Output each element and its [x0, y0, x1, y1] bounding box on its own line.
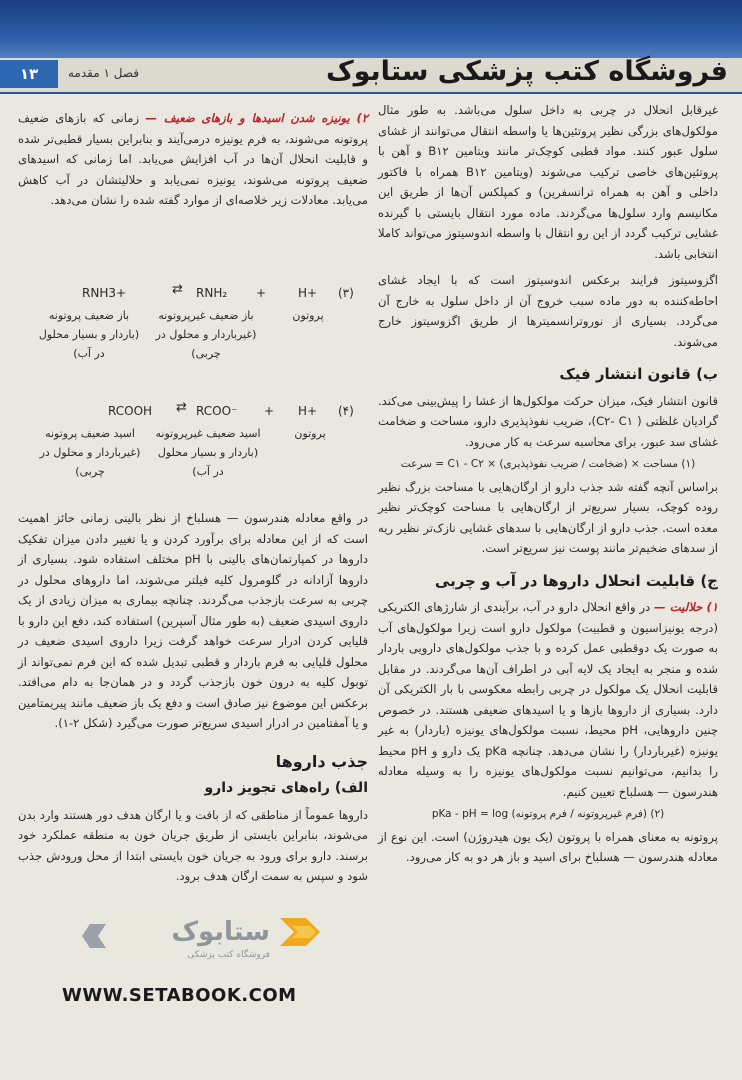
setabook-logo: [80, 910, 330, 962]
page-number: ۱۳: [0, 60, 58, 88]
equation-term: RCOOH: [108, 404, 153, 418]
equation-label: اسید ضعیف پروتونه (غیرباردار و محلول در چربی): [39, 427, 141, 478]
paragraph: در واقع معادله هندرسون — هسلباخ از نظر بالینی زمانی حائز اهمیت است که از این معادله برای برآورد کردن و یا تغییر دادن میزان تفکیک داروها در کمپارتمان‌های بالینی با pH مختلف استفاده شود. بسیاری از داروها آزادانه در گلومرول کلیه فیلتر می‌شوند، اما داروهای محلول در چربی به سرعت بازجذب می‌گردند. چنانچه بیماری به میزان زیادی از یک داروی اسیدی ضعیف (به طور مثال آسپرین) استفاده کند، دفع این دارو با قلیایی کردن ادرار سرعت خواهد گرفت زیرا داروی اسیدی ضعیف در محلول قلیایی به فرم باردار و قطبی تبدیل شده که این فرم نمی‌تواند از توبول کلیه به درون خون بازجذب گردد و در همان‌جا به دام می‌افتد. برعکس این موضوع نیز صادق است و دفع یک باز ضعیف مانند پیریمتامین و یا آمفتامین در ادرار اسیدی سریع‌تر صورت می‌گیرد (شکل ۲-۱).: [18, 511, 368, 730]
paragraph: اگزوسیتوز فرایند برعکس اندوسیتوز است که با ایجاد غشای احاطه‌کننده به دور ماده سبب خروج آن از داخل سلول به خارج آن می‌گردد. بسیاری از نوروترانسمیترها از طریق اگزوسیتوز خارج می‌شوند.: [378, 273, 718, 349]
equation-label: باز ضعیف پروتونه (باردار و بسیار محلول در آب): [38, 309, 140, 360]
paragraph: قانون انتشار فیک، میزان حرکت مولکول‌ها از غشا را پیش‌بینی می‌کند. گرادیان غلظتی ( C۲- C۱)، ضریب نفوذپذیری دارو، مساحت و ضخامت غشای سد عبور، برای محاسبه سرعت به کار می‌رود.: [378, 393, 719, 449]
equation-term: RCOO⁻: [196, 404, 238, 418]
reaction-arrow-icon: ⇄: [172, 282, 183, 297]
reaction-arrow-icon: ⇄: [176, 400, 187, 415]
equation-number: (۴): [338, 404, 354, 418]
right-column: [378, 100, 718, 868]
paragraph: پروتونه به معنای همراه با پروتون (یک یون هیدروژن) است. این نوع از معادله هندرسون — هسلباخ برای اسید و باز هر دو به کار می‌رود.: [378, 829, 718, 864]
equation-plus: +: [264, 404, 275, 418]
logo-subtext: فروشگاه کتب پزشکی: [187, 950, 270, 960]
formula-1: (۱) مساحت × (ضخامت / ضریب نفوذپذیری) × C۱ - C۲ = سرعت: [400, 458, 696, 470]
equation-label: اسید ضعیف غیرپروتونه (باردار و بسیار محلول در آب): [155, 427, 261, 478]
equation-number: (۳): [338, 286, 354, 300]
paragraph: غیرقابل انحلال در چربی به داخل سلول می‌باشد. به طور مثال مولکول‌های بزرگی نظیر پروتئین‌ها یا واسطه انتقال می‌توانند از غشای سلول عبور کنند. مواد قطبی کوچک‌تر مانند ویتامین B۱۲ و آهن با پروتئین‌های خاصی ترکیب می‌شوند (ویتامین B۱۲ همراه با فاکتور داخلی و آهن به همراه ترانسفرین) و کمپلکس آن‌ها از طریق این مکانیسم وارد سلول‌ها می‌گردند. ماده مورد انتقال بایستی با گیرنده غشایی ترکیب گردد از این رو انتقال با واسطه اندوسیتوز می‌تواند کاملا انتخابی باشد.: [378, 103, 718, 261]
left-column-top: [18, 108, 368, 211]
chapter-label: فصل ۱ مقدمه: [68, 66, 139, 80]
accent-heading: ۱) حلالیت —: [654, 600, 718, 614]
equation-label: پروتون: [294, 427, 326, 440]
website-watermark: WWW.SETABOOK.COM: [62, 985, 297, 1006]
store-title: فروشگاه کتب پزشکی ستابوک: [325, 56, 728, 87]
equation-term: RNH₂: [196, 286, 228, 300]
equation-term: H+: [298, 404, 318, 418]
section-heading-solubility: ج) قابلیت انحلال داروها در آب و چربی: [434, 571, 718, 590]
top-cover-band: [0, 0, 742, 62]
paragraph-text: زمانی که بازهای ضعیف پروتونه می‌شوند، به فرم یونیزه درمی‌آیند و بنابراین بسیار قطبی‌تر شده و قابلیت انحلال آن‌ها در آب افزایش می‌یابد. اما زمانی که اسیدهای ضعیف پروتونه می‌شوند، یونیزه نمی‌یابد و حلالیتشان در آب کاهش می‌یابد. معادلات زیر خلاصه‌ای از موارد گفته شده را نشان می‌دهد.: [18, 111, 368, 207]
left-column-bottom: [18, 508, 368, 887]
paragraph: داروها عموماً از مناطقی که از بافت و یا ارگان هدف دور هستند وارد بدن می‌شوند، بنابراین بایستی از طریق جریان خون به منطقه عملکرد خود برسند. دارو برای ورود به جریان خون بایستی ابتدا از محل ورودش جذب شود و سپس به سمت ارگان هدف برود.: [18, 807, 368, 883]
subsection-heading-routes: الف) راه‌های تجویز دارو: [204, 780, 368, 796]
equation-term: RNH3+: [82, 286, 127, 300]
formula-2: (۲) (فرم غیرپروتونه / فرم پروتونه) pKa - pH = log: [431, 808, 665, 820]
paragraph-solubility: [378, 597, 718, 802]
section-heading-fick: ب) قانون انتشار فیک: [559, 365, 718, 383]
logo-text: ستابوک: [171, 917, 270, 947]
equation-label: باز ضعیف غیرپروتونه (غیرباردار و محلول در چربی): [155, 309, 257, 360]
accent-heading: ۲) یونیزه شدن اسیدها و بازهای ضعیف —: [145, 111, 369, 125]
equation-term: H+: [298, 286, 318, 300]
equation-plus: +: [256, 286, 267, 300]
paragraph-text: در واقع انحلال دارو در آب، برآیندی از شارژهای الکتریکی (درجه یونیزاسیون و قطبیت) مولکول دارو است زیرا مولکول‌های آب به صورت یک دوقطبی عمل کرده و با جذب مولکول‌های دارویی باردار شده و منجر به ایجاد یک لایه آبی در اطراف آن‌ها می‌گردند. در مقابل قابلیت انحلال یک مولکول در چربی رابطه معکوسی با بار الکتریکی آن دارد. بسیاری از داروها بازها و یا اسیدهای ضعیفی هستند. در خصوص چنین داروهایی، pH محیط، نسبت مولکول‌های یونیزه (باردار) به غیر یونیزه (غیرباردار) را نشان می‌دهد. چنانچه pKa یک دارو و pH محیط را بدانیم، می‌توانیم نسبت مولکول‌های یونیزه را به وسیله معادله هندرسون — هسلباخ تعیین کنیم.: [378, 600, 718, 799]
paragraph: براساس آنچه گفته شد جذب دارو از ارگان‌هایی با مساحت بزرگ نظیر روده کوچک، بسیار سریع‌تر از ارگان‌هایی با مساحت کوچک‌تر نظیر معده است. جذب دارو از ارگان‌هایی با سدهای غشایی نازک‌تر نظیر ریه از سدهای ضخیم‌تر مانند پوست نیز سریع‌تر است.: [378, 479, 718, 555]
equation-label: پروتون: [292, 309, 324, 322]
paragraph-ionization: [18, 108, 368, 211]
section-heading-absorption: جذب داروها: [275, 751, 368, 771]
